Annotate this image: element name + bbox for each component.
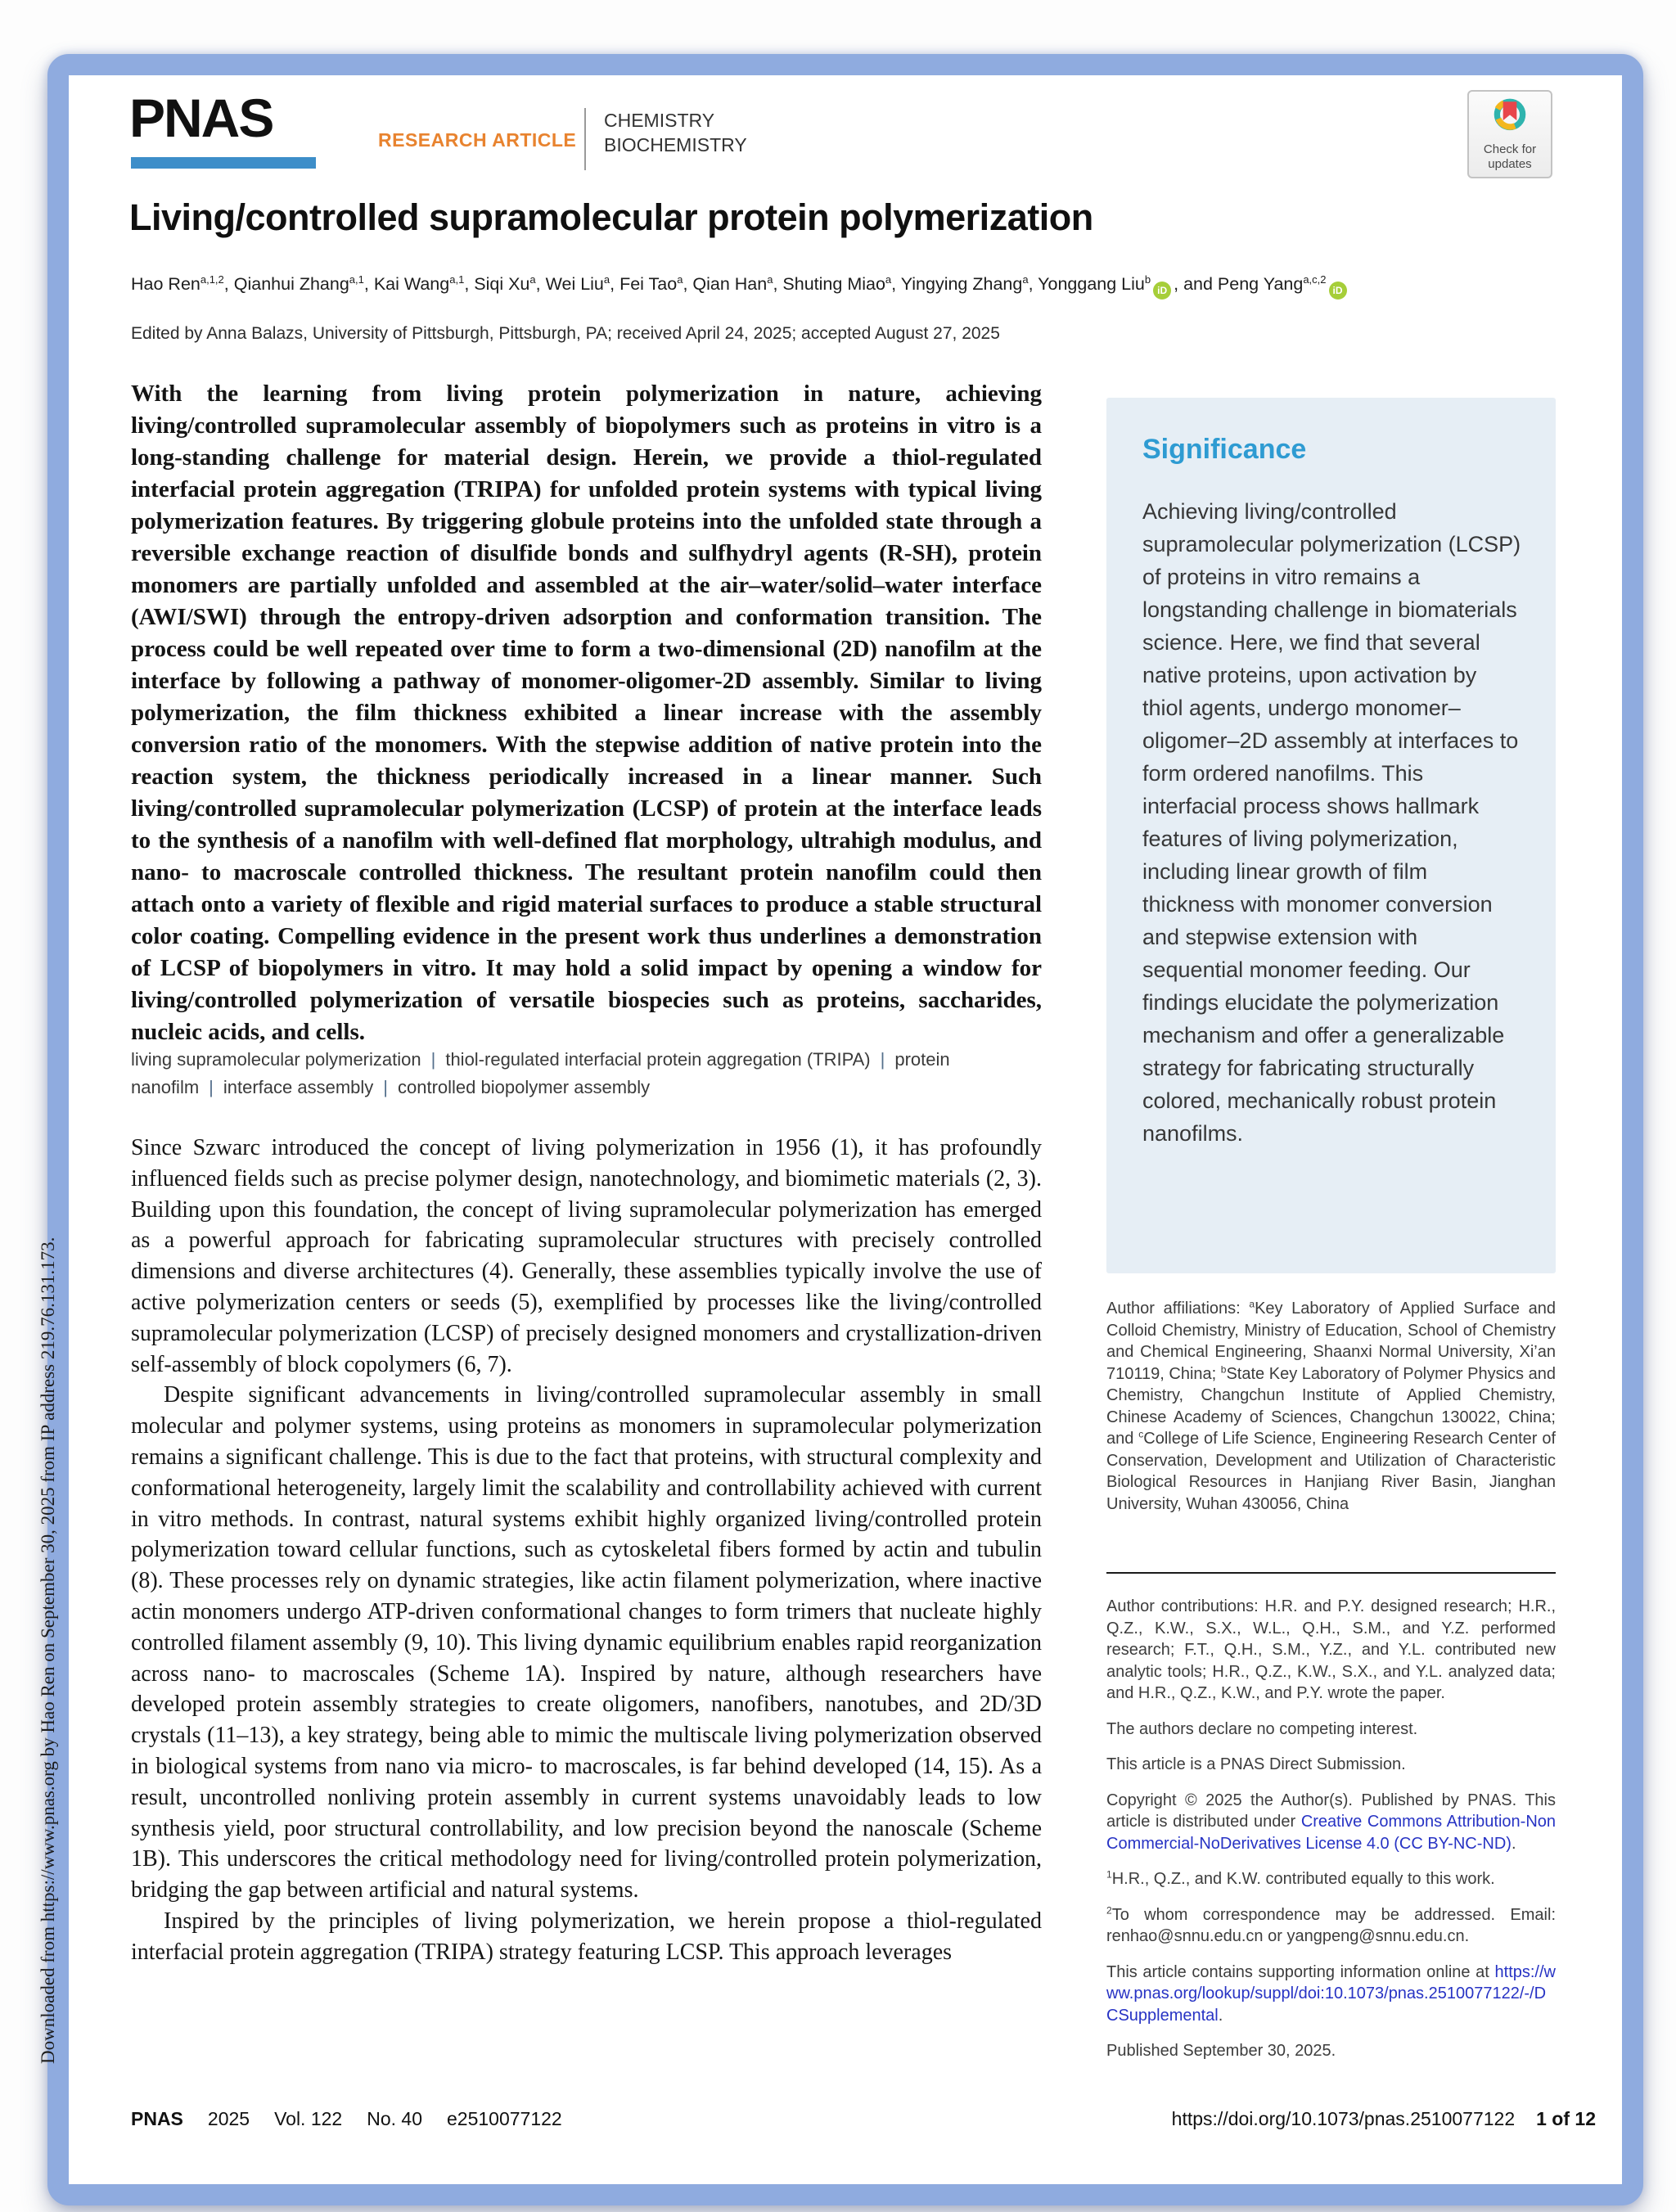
author [374,274,465,294]
direct-submission [1106,1754,1556,1776]
author-separator: , [535,274,546,294]
keyword-separator: | [383,1077,389,1097]
check-updates-label-2: updates [1488,157,1532,171]
author [901,274,1029,294]
author-separator: , [891,274,901,294]
author-separator: , [773,274,783,294]
equal-contribution-note [1106,1868,1556,1890]
author-separator: , [1174,274,1184,294]
page-number: 1 of 12 [1536,2108,1596,2129]
significance-heading: Significance [1142,434,1307,465]
author-name: and Peng Yang [1183,274,1304,294]
superscript: a [1249,1298,1255,1310]
supporting-information [1106,1962,1556,2027]
author-affiliation-sup: a,1 [349,273,364,286]
page-title: Living/controlled supramolecular protein polymerization [129,196,1093,238]
author-affiliation-sup: a,c,2 [1303,273,1327,286]
author-separator: , [1028,274,1038,294]
author-contributions [1106,1596,1556,1705]
author-separator: , [683,274,693,294]
text-segment: . [1511,1834,1516,1853]
subject-biochemistry: BIOCHEMISTRY [604,134,747,155]
superscript: b [1220,1363,1227,1375]
keyword-separator: | [430,1049,436,1070]
author-name: Wei Liu [545,274,604,294]
author [546,274,610,294]
text-segment: Published September 30, 2025. [1106,2042,1336,2060]
keyword: living supramolecular polymerization [131,1049,421,1070]
superscript: c [1138,1428,1144,1440]
body-paragraph: Inspired by the principles of living polymerization, we herein propose a thiol-regulated interfacial protein aggregation (TRIPA) strategy featuring LCSP. This approach leverages [131,1908,1042,1965]
check-updates-label-1: Check for [1483,142,1537,156]
keyword: controlled biopolymer assembly [398,1077,651,1097]
correspondence-note [1106,1904,1556,1948]
author-affiliation-sup: a,1,2 [200,273,224,286]
author-separator: , [610,274,620,294]
author [131,274,224,294]
body-paragraph: Despite significant advancements in living/controlled supramolecular assembly in small molecular and polymer systems, using proteins as monomers in supramolecular polymerization remains a significant challenge. This is due to the fact that proteins, with structural complexity and conformational heterogeneity, largely limit the scalability and controllability achieved with current in vitro methods. In contrast, natural systems exhibit highly organized living/controlled protein polymerization toward cellular functions, such as cytoskeletal fibers formed by actin and tubulin (8). These processes rely on dynamic strategies, like actin filament polymerization, where inactive actin monomers undergo ATP-driven conformational changes to form trimers that nucleate highly controlled filament assembly (9, 10). This living dynamic equilibrium enables rapid reorganization across nano- to macroscales (Scheme 1A). Inspired by nature, although researchers have developed protein assembly strategies to create oligomers, nanofibers, nanotubes, and 2D/3D crystals (11–13), a key strategy, being able to mimic the multiscale living polymerization observed in biological systems from nano via micro- to macroscales, is far behind developed (14, 15). As a result, uncontrolled nonliving protein assembly in current systems unavoidably leads to low synthesis yield, poor structural controllability, and low precision beyond the nanoscale (Scheme 1B). This underscores the critical methodology need for living/controlled protein polymerization, bridging the gap between artificial and natural systems. [131,1382,1042,1903]
text-segment: Copyright © 2025 the Author(s). Published by PNAS. This article is distributed under [1106,1791,1556,1831]
orcid-icon[interactable]: iD [1153,282,1171,300]
introduction-text [131,1133,1042,1968]
text-segment: . [1218,2006,1223,2025]
pnas-logo: PNAS [129,88,273,148]
hyperlink[interactable]: Creative Commons Attribution-NonCommercial-NoDerivatives License 4.0 (CC BY-NC-ND) [1106,1813,1557,1853]
author-affiliation-sup: a [529,273,536,286]
author-separator: , [363,274,374,294]
author-list [131,272,1559,300]
author-name: Qian Han [692,274,768,294]
author [1038,274,1174,294]
author [692,274,773,294]
author-name: Hao Ren [131,274,200,294]
author-affiliation-sup: a [603,273,610,286]
footer-citation-item: No. 40 [367,2108,422,2129]
competing-interest [1106,1719,1556,1741]
author-affiliation-sup: a,1 [449,273,465,286]
author-name: Yonggang Liu [1038,274,1145,294]
keyword-separator: | [880,1049,885,1070]
doi-link[interactable]: https://doi.org/10.1073/pnas.2510077122 [1171,2108,1516,2129]
significance-text: Achieving living/controlled supramolecular polymerization (LCSP) of proteins in vitro remains a longstanding challenge in biomaterials science. Here, we find that several native proteins, upon activation by thiol agents, undergo monomer–oligomer–2D assembly at interfaces to form ordered nanofilms. This interfacial process shows hallmark features of living polymerization, including linear growth of film thickness with monomer conversion and stepwise extension with sequential monomer feeding. Our findings elucidate the polymerization mechanism and offer a generalizable strategy for fabricating structurally colored, mechanically robust protein nanofilms. [1142,499,1521,1146]
author-affiliation-sup: a [767,273,773,286]
keyword: thiol-regulated interfacial protein aggregation (TRIPA) [445,1049,871,1070]
body-paragraph: Since Szwarc introduced the concept of living polymerization in 1956 (1), it has profoundly influenced fields such as precise polymer design, nanotechnology, and biomimetic materials (2, 3). Building upon this foundation, the concept of living supramolecular polymerization has emerged as a powerful approach for fabricating supramolecular structures with precisely controlled dimensions and diverse architectures (4). Generally, these assemblies typically involve the use of active polymerization centers or seeds (5), exemplified by processes like the living/controlled supramolecular polymerization (LCSP) of precisely designed monomers and crystallization-driven self-assembly of block copolymers (6, 7). [131,1135,1042,1377]
footnotes [1106,1596,1556,2076]
text-segment: H.R., Q.Z., and K.W. contributed equally to this work. [1111,1870,1495,1888]
abstract: With the learning from living protein polymerization in nature, achieving living/controlled supramolecular assembly of biopolymers such as proteins in vitro is a long-standing challenge for material design. Herein, we provide a thiol-regulated interfacial protein aggregation (TRIPA) for unfolded protein systems with typical living polymerization features. By triggering globule proteins into the unfolded state through a reversible exchange reaction of disulfide bonds and sulfhydryl agents (R-SH), protein monomers are partially unfolded and assembled at the air–water/solid–water interface (AWI/SWI) through the entropy-driven adsorption and conformation transition. The process could be well repeated over time to form a two-dimensional (2D) nanofilm at the interface by following a pathway of monomer-oligomer-2D assembly. Similar to living polymerization, the film thickness exhibited a linear increase with the assembly conversion ratio of the monomers. With the stepwise addition of native protein into the reaction system, the thickness periodically increased in a linear manner. Such living/controlled supramolecular polymerization (LCSP) of protein at the interface leads to the synthesis of a nanofilm with well-defined flat morphology, ultrahigh modulus, and nano- to macroscale controlled thickness. The resultant protein nanofilm could then attach onto a variety of flexible and rigid material surfaces to produce a stable structural color coating. Compelling evidence in the present work thus underlines a demonstration of LCSP of biopolymers in vitro. It may hold a solid impact by opening a window for living/controlled polymerization of versatile biospecies such as proteins, saccharides, nucleic acids, and cells. [131,381,1042,1045]
copyright [1106,1790,1556,1855]
footer-citation-item: PNAS [131,2108,183,2129]
article-type-label: RESEARCH ARTICLE [378,129,577,151]
text-segment: The authors declare no competing interest. [1106,1719,1418,1738]
check-for-updates-badge[interactable] [1467,90,1552,178]
published-date [1106,2040,1556,2062]
download-watermark: Downloaded from https://www.pnas.org by Hao Ren on September 30, 2025 from IP address 219.76.131.173. [38,1237,58,2064]
check-for-updates-icon [1489,97,1530,137]
keywords-line [131,1046,1042,1101]
footer-citation [131,2108,587,2130]
author-separator: , [223,274,234,294]
author-name: Kai Wang [373,274,450,294]
author [782,274,891,294]
keyword: protein nanofilm [131,1049,950,1097]
text-segment: To whom correspondence may be addressed. Email: renhao@snnu.edu.cn or yangpeng@snnu.edu.cn. [1106,1905,1556,1945]
orcid-icon[interactable]: iD [1329,282,1347,300]
text-segment: This article contains supporting information online at [1106,1962,1495,1981]
text-segment: This article is a PNAS Direct Submission. [1106,1755,1406,1773]
superscript: 1 [1106,1868,1112,1881]
author-name: Shuting Miao [782,274,885,294]
footer-doi [1172,2108,1596,2130]
author [619,274,683,294]
author [474,274,535,294]
footer-citation-item: 2025 [207,2108,250,2129]
author-affiliation-sup: b [1144,273,1151,286]
author-affiliation-sup: a [677,273,683,286]
pnas-logo-underline [131,157,316,169]
author [1183,274,1349,294]
text-segment: Author affiliations: [1106,1300,1250,1318]
superscript: 2 [1106,1903,1112,1916]
footer-citation-item: Vol. 122 [274,2108,343,2129]
author-name: Qianhui Zhang [233,274,349,294]
author-affiliation-sup: a [1022,273,1029,286]
footer-citation-item: e2510077122 [446,2108,562,2129]
header-divider [584,108,586,170]
author-name: Fei Tao [619,274,678,294]
text-segment: State Key Laboratory of Polymer Physics and Chemistry, Changchun Institute of Applied Chemistry, Chinese Academy of Sciences, Changchun 130022, China; and [1106,1364,1556,1448]
text-segment: College of Life Science, Engineering Research Center of Conservation, Development and Utilization of Characteristic Biological Resources in Hanjiang River Basin, Jianghan University, Wuhan 430056, China [1106,1430,1556,1513]
text-segment: Key Laboratory of Applied Surface and Colloid Chemistry, Ministry of Education, School of Chemistry and Chemical Engineering, Shaanxi Normal University, Xi’an 710119, China; [1106,1300,1557,1383]
subject-chemistry: CHEMISTRY [604,110,715,131]
hyperlink[interactable]: https://www.pnas.org/lookup/suppl/doi:10.1073/pnas.2510077122/-/DCSupplemental [1106,1962,1556,2025]
author-separator: , [464,274,475,294]
author-affiliations [1106,1298,1556,1515]
footnote-divider [1106,1572,1556,1574]
text-segment: Author contributions: H.R. and P.Y. designed research; H.R., Q.Z., K.W., S.X., W.L., Q.H., S.M., and Y.Z. performed research; F.T., Q.H., S.M., Y.Z., and Y.L. contributed new analytic tools; H.R., Q.Z., K.W., S.X., and Y.L. analyzed data; and H.R., Q.Z., K.W., and P.Y. wrote the paper. [1106,1597,1556,1702]
author [234,274,364,294]
significance-box [1106,398,1556,1273]
author-name: Yingying Zhang [900,274,1023,294]
keyword-separator: | [209,1077,214,1097]
edited-by-line: Edited by Anna Balazs, University of Pittsburgh, Pittsburgh, PA; received April 24, 2025; accepted August 27, 2025 [131,324,1000,343]
author-affiliation-sup: a [885,273,892,286]
keyword: interface assembly [223,1077,374,1097]
author-name: Siqi Xu [474,274,530,294]
